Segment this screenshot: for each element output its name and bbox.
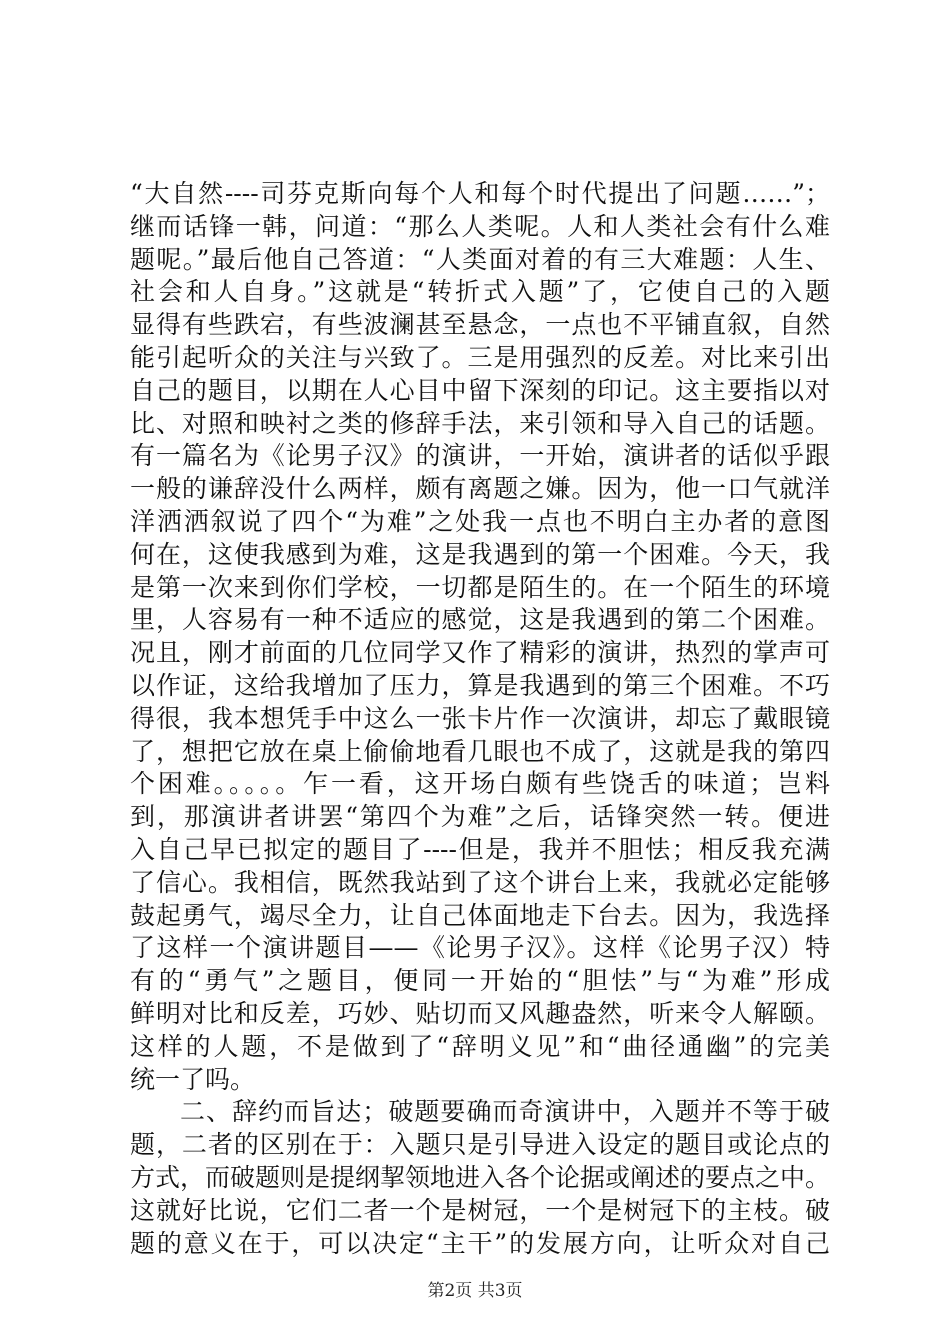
text-line: 到，那演讲者讲罢“第四个为难”之后，话锋突然一转。便进 <box>130 802 830 832</box>
text-line: 个困难。。。。。乍一看，这开场白颇有些饶舌的味道；岂料 <box>130 769 830 799</box>
text-line: 这样的人题，不是做到了“辞明义见”和“曲径通幽”的完美 <box>130 1031 830 1061</box>
text-line: 能引起听众的关注与兴致了。三是用强烈的反差。对比来引出 <box>130 342 830 372</box>
text-line: 入自己早已拟定的题目了----但是，我并不胆怯；相反我充满 <box>130 834 830 864</box>
text-line: 洋洒洒叙说了四个“为难”之处我一点也不明白主办者的意图 <box>130 506 830 536</box>
text-line: 自己的题目，以期在人心目中留下深刻的印记。这主要指以对 <box>130 375 830 405</box>
text-line: “大自然----司芬克斯向每个人和每个时代提出了问题……”； <box>130 179 830 208</box>
text-line: 是第一次来到你们学校，一切都是陌生的。在一个陌生的环境 <box>130 572 830 602</box>
text-line: 了这样一个演讲题目——《论男子汉》。这样《论男子汉）特 <box>130 933 830 963</box>
page-number-footer: 第2页 共3页 <box>427 1281 523 1301</box>
body-text <box>130 178 830 1260</box>
text-line: 了信心。我相信，既然我站到了这个讲台上来，我就必定能够 <box>130 867 830 897</box>
text-line: 题呢。”最后他自己答道：“人类面对着的有三大难题：人生、 <box>130 244 830 274</box>
text-line: 鼓起勇气，竭尽全力，让自己体面地走下台去。因为，我选择 <box>130 900 830 930</box>
text-line: 比、对照和映衬之类的修辞手法，来引领和导入自己的话题。 <box>130 408 830 438</box>
text-line: 了，想把它放在桌上偷偷地看几眼也不成了，这就是我的第四 <box>130 736 830 766</box>
text-line: 里，人容易有一种不适应的感觉，这是我遇到的第二个困难。 <box>130 605 830 635</box>
text-line: 得很，我本想凭手中这么一张卡片作一次演讲，却忘了戴眼镜 <box>130 703 830 733</box>
text-line: 况且，刚才前面的几位同学又作了精彩的演讲，热烈的掌声可 <box>130 638 830 668</box>
paragraph-end-line: 统一了吗。 <box>130 1064 256 1094</box>
text-line: 鲜明对比和反差，巧妙、贴切而又风趣盎然，听来令人解颐。 <box>130 998 830 1028</box>
text-line: 方式，而破题则是提纲挈领地进入各个论据或阐述的要点之中。 <box>130 1162 830 1192</box>
text-line: 有的“勇气”之题目，便同一开始的“胆怯”与“为难”形成 <box>130 966 830 996</box>
text-line: 题的意义在于，可以决定“主干”的发展方向，让听众对自己 <box>130 1228 830 1258</box>
paragraph-start-line: 二、辞约而旨达；破题要确而奇演讲中，入题并不等于破 <box>180 1097 830 1127</box>
text-line: 以作证，这给我增加了压力，算是我遇到的第三个困难。不巧 <box>130 670 830 700</box>
text-line: 继而话锋一韩，问道：“那么人类呢。人和人类社会有什么难 <box>130 211 830 241</box>
text-line: 有一篇名为《论男子汉》的演讲，一开始，演讲者的话似乎跟 <box>130 441 830 471</box>
text-line: 何在，这使我感到为难，这是我遇到的第一个困难。今天，我 <box>130 539 830 569</box>
text-line: 社会和人自身。”这就是“转折式入题”了，它使自己的入题 <box>130 277 830 307</box>
text-line: 一般的谦辞没什么两样，颇有离题之嫌。因为，他一口气就洋 <box>130 474 830 504</box>
text-line: 显得有些跌宕，有些波澜甚至悬念，一点也不平铺直叙，自然 <box>130 310 830 340</box>
text-line: 题，二者的区别在于：入题只是引导进入设定的题目或论点的 <box>130 1130 830 1160</box>
text-line: 这就好比说，它们二者一个是树冠，一个是树冠下的主枝。破 <box>130 1195 830 1225</box>
